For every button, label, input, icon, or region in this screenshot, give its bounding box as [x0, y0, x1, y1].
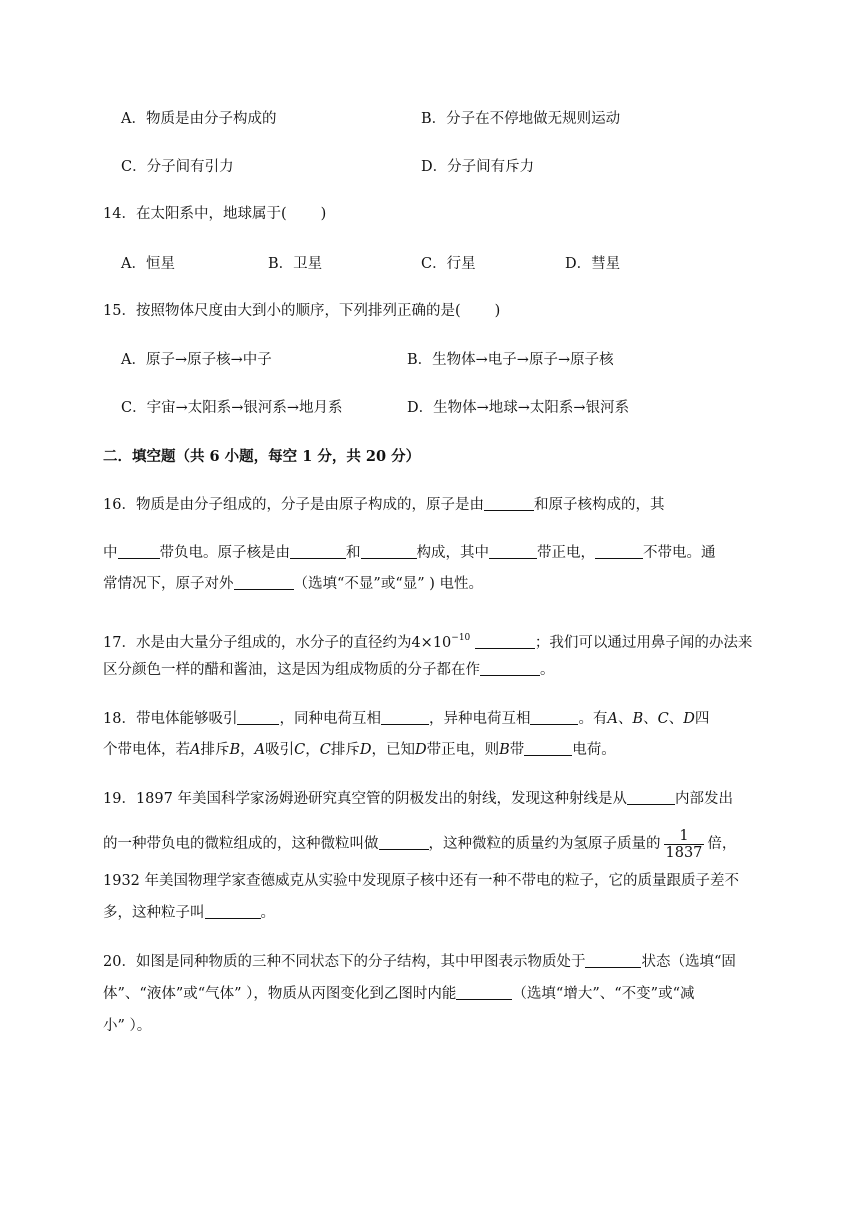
answer-blank[interactable]: [484, 495, 534, 511]
q16-text-2d: 构成，其中: [416, 545, 489, 561]
var-b: B: [229, 742, 241, 758]
q13-option-c: C．分子间有引力: [121, 159, 234, 175]
var-a: A: [607, 711, 618, 727]
q16-text-3b: （选填“不显”或“显” ) 电性。: [293, 576, 484, 592]
answer-blank[interactable]: [530, 709, 578, 725]
q18-text-1b: ，同种电荷互相: [279, 711, 381, 727]
var-b: B: [499, 742, 510, 758]
answer-blank[interactable]: [475, 633, 535, 649]
q17-text-2a: 区分颜色一样的醋和酱油，这是因为组成物质的分子都在作: [103, 662, 480, 678]
q14-paren-close: ): [320, 206, 327, 222]
q17-text-1b: ；我们可以通过用鼻子闻的办法来: [534, 635, 753, 651]
answer-blank[interactable]: [205, 903, 261, 919]
q18-text-2h: 带正电，则: [426, 742, 500, 758]
separator: 、: [668, 711, 684, 727]
q18-text-2e: ，: [305, 742, 320, 758]
var-a: A: [254, 742, 266, 758]
q14-option-b: B．卫星: [268, 256, 323, 272]
var-c: C: [319, 742, 331, 758]
q17-line-1: [103, 627, 760, 654]
fraction-numerator: 1: [664, 828, 705, 845]
answer-blank[interactable]: [480, 660, 540, 676]
q17-text-2b: 。: [540, 662, 555, 678]
q18-text-1e: 四: [694, 711, 710, 727]
q16-text-2b: 带负电。原子核是由: [159, 545, 290, 561]
q13-option-a: A．物质是由分子构成的: [121, 111, 277, 127]
q18-text-2b: 排斥: [200, 742, 230, 758]
answer-blank[interactable]: [595, 543, 643, 559]
q17-line-2: [103, 659, 760, 681]
q15-paren-close: ): [494, 303, 501, 319]
answer-blank[interactable]: [118, 543, 160, 559]
q19-text-1a: 19．1897 年美国科学家汤姆逊研究真空管的阴极发出的射线，发现这种射线是从: [103, 791, 627, 807]
q20-line-1: [103, 951, 760, 973]
q16-line-3: [103, 573, 760, 595]
q18-text-2d: 吸引: [265, 742, 295, 758]
q18-text-1d: 。有: [578, 711, 608, 727]
q15-option-a: A．原子→原子核→中子: [121, 352, 272, 368]
q15-option-c: C．宇宙→太阳系→银河系→地月系: [121, 400, 343, 416]
q16-line-1: [103, 494, 760, 516]
q18-text-1a: 18．带电体能够吸引: [103, 711, 238, 727]
q20-text-1a: 20．如图是同种物质的三种不同状态下的分子结构，其中甲图表示物质处于: [103, 954, 586, 970]
q19-line-2: [103, 826, 760, 862]
var-c: C: [657, 711, 669, 727]
answer-blank[interactable]: [381, 709, 429, 725]
q16-text-1b: 和原子核构成的，其: [533, 497, 665, 513]
var-d: D: [414, 742, 427, 758]
q18-text-2i: 带: [509, 742, 525, 758]
q17-text-1a: 17．水是由大量分子组成的，水分子的直径约为: [103, 635, 412, 651]
var-c: C: [294, 742, 306, 758]
q19-text-4a: 多，这种粒子叫: [103, 905, 205, 921]
q18-line-2: [103, 739, 760, 761]
q19-text-2b: ，这种微粒的质量约为氢原子质量的: [428, 836, 661, 852]
q20-line-2: [103, 983, 760, 1005]
q14-option-a: A．恒星: [121, 256, 175, 272]
q20-text-2b: （选填“增大”、“不变”或“减: [512, 986, 695, 1002]
q13-option-d: D．分子间有斥力: [421, 159, 535, 175]
q14-option-d: D．彗星: [565, 256, 621, 272]
q19-line-3: 1932 年美国物理学家查德威克从实验中发现原子核中还有一种不带电的粒子，它的质量跟质子差不: [103, 873, 740, 889]
separator: 、: [617, 711, 633, 727]
q15-option-b: B．生物体→电子→原子→原子核: [407, 352, 614, 368]
q18-line-1: [103, 708, 760, 730]
fraction: [664, 828, 705, 861]
q17-coefficient: 4×10: [411, 635, 452, 651]
q14-stem-text: 14．在太阳系中，地球属于(: [103, 206, 287, 222]
q19-text-2a: 的一种带负电的微粒组成的，这种微粒叫做: [103, 836, 379, 852]
answer-blank[interactable]: [379, 834, 429, 850]
q17-exponent: −10: [451, 633, 471, 643]
section-title: 二．填空题（共 6 小题，每空 1 分，共 20 分）: [103, 448, 421, 465]
var-b: B: [632, 711, 644, 727]
q15-stem: [103, 300, 760, 322]
q16-text-2e: 带正电，: [537, 545, 595, 561]
answer-blank[interactable]: [456, 984, 512, 1000]
fraction-denominator: 1837: [665, 844, 703, 861]
var-a: A: [190, 742, 201, 758]
q19-text-2c: 倍，: [707, 836, 737, 852]
q16-line-2: [103, 542, 760, 564]
answer-blank[interactable]: [290, 543, 346, 559]
q20-text-1b: 状态（选填“固: [641, 954, 736, 970]
q19-text-1b: 内部发出: [674, 791, 733, 807]
answer-blank[interactable]: [627, 789, 675, 805]
q14-option-c: C．行星: [421, 256, 476, 272]
q18-text-2a: 个带电体，若: [103, 742, 190, 758]
answer-blank[interactable]: [234, 574, 294, 590]
answer-blank[interactable]: [585, 952, 641, 968]
q13-option-b: B．分子在不停地做无规则运动: [421, 111, 621, 127]
q19-line-4: [103, 902, 760, 924]
q16-text-2a: 中: [103, 545, 118, 561]
q18-text-2c: ，: [240, 742, 255, 758]
answer-blank[interactable]: [237, 709, 279, 725]
q15-stem-text: 15．按照物体尺度由大到小的顺序，下列排列正确的是(: [103, 303, 461, 319]
var-d: D: [683, 711, 695, 727]
q18-text-1c: ，异种电荷互相: [428, 711, 531, 727]
q19-text-4b: 。: [260, 905, 275, 921]
q16-text-3a: 常情况下，原子对外: [103, 576, 234, 592]
q15-option-d: D．生物体→地球→太阳系→银河系: [407, 400, 630, 416]
q19-line-1: [103, 788, 760, 810]
var-d: D: [359, 742, 372, 758]
q20-text-2a: 体”、“液体”或“气体” ），物质从丙图变化到乙图时内能: [103, 986, 457, 1002]
q18-text-2j: 电荷。: [572, 742, 616, 758]
q20-line-3: 小” ）。: [103, 1018, 152, 1034]
separator: 、: [643, 711, 658, 727]
q16-text-2f: 不带电。通: [643, 545, 716, 561]
q18-text-2f: 排斥: [330, 742, 360, 758]
answer-blank[interactable]: [489, 543, 537, 559]
answer-blank[interactable]: [361, 543, 417, 559]
q16-text-2c: 和: [346, 545, 361, 561]
answer-blank[interactable]: [524, 740, 572, 756]
q14-stem: [103, 203, 760, 225]
q16-text-1a: 16．物质是由分子组成的，分子是由原子构成的，原子是由: [103, 497, 484, 513]
q18-text-2g: ，已知: [371, 742, 415, 758]
